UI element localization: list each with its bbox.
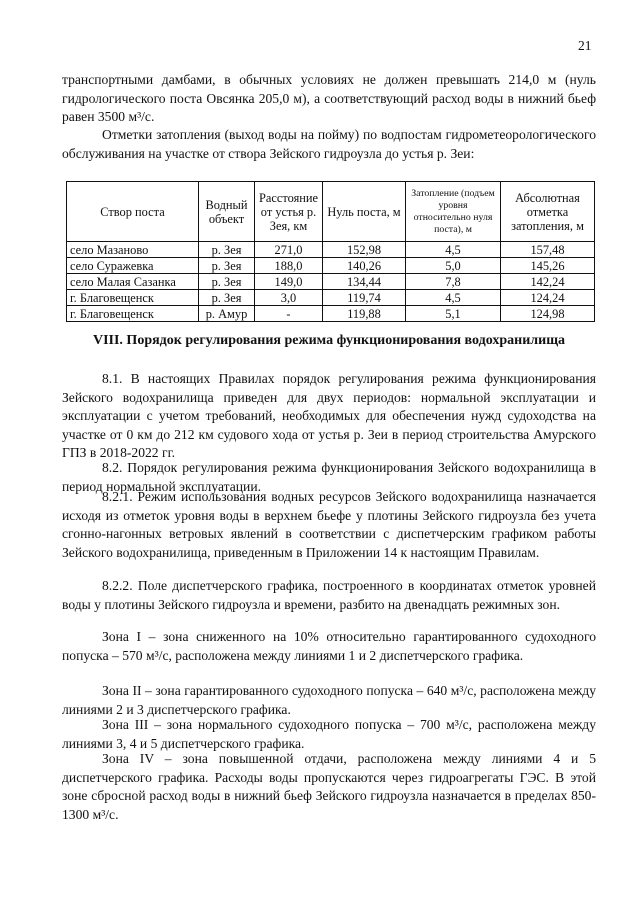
absolute-mark-cell: 145,26 — [501, 258, 595, 274]
paragraph-zone-4: Зона IV – зона повышенной отдачи, расположена между линиями 4 и 5 диспетчерского графика. Расходы воды пропускаются через гидроагрегаты ГЭС. В этой зоне сбросной расход воды в нижний бьеф Зейского гидроузла назначается в пределах 850-1300 м³/с. — [62, 751, 596, 822]
intro-paragraph-2: Отметки затопления (выход воды на пойму) по водпостам гидрометеорологического обслуживания на участке от створа Зейского гидроузла до устья р. Зеи: — [62, 127, 596, 161]
absolute-mark-cell: 124,24 — [501, 290, 595, 306]
header-gauge-site: Створ поста — [67, 182, 199, 242]
gauge-zero-cell: 134,44 — [323, 274, 406, 290]
paragraph-zone-2: Зона II – зона гарантированного судоходного попуска – 640 м³/с, расположена между линиями 2 и 3 диспетчерского графика. — [62, 683, 596, 717]
flood-levels-table — [66, 181, 595, 322]
table-row — [67, 242, 595, 258]
distance-cell: 3,0 — [255, 290, 323, 306]
gauge-zero-cell: 119,74 — [323, 290, 406, 306]
table-row — [67, 258, 595, 274]
gauge-site-cell: село Малая Сазанка — [67, 274, 199, 290]
gauge-zero-cell: 119,88 — [323, 306, 406, 322]
water-body-cell: р. Зея — [199, 258, 255, 274]
gauge-site-cell: г. Благовещенск — [67, 306, 199, 322]
header-absolute-mark: Абсолютная отметка затопления, м — [501, 182, 595, 242]
flood-rise-cell: 5,1 — [406, 306, 501, 322]
flood-rise-cell: 4,5 — [406, 242, 501, 258]
water-body-cell: р. Амур — [199, 306, 255, 322]
water-body-cell: р. Зея — [199, 274, 255, 290]
water-body-cell: р. Зея — [199, 290, 255, 306]
distance-cell: - — [255, 306, 323, 322]
section-heading: VIII. Порядок регулирования режима функционирования водохранилища — [92, 333, 566, 348]
absolute-mark-cell: 157,48 — [501, 242, 595, 258]
table-row — [67, 274, 595, 290]
flood-rise-cell: 7,8 — [406, 274, 501, 290]
distance-cell: 271,0 — [255, 242, 323, 258]
intro-paragraph-1: транспортными дамбами, в обычных условиях не должен превышать 214,0 м (нуль гидрологического поста Овсянка 205,0 м), а соответствующий расход воды в нижний бьеф равен 3500 м³/с. — [62, 72, 596, 125]
paragraph-8-2: 8.2. Порядок регулирования режима функционирования Зейского водохранилища в период нормальной эксплуатации. — [62, 460, 596, 494]
paragraph-zone-1: Зона I – зона сниженного на 10% относительно гарантированного судоходного попуска – 570 м³/с, расположена между линиями 1 и 2 диспетчерского графика. — [62, 629, 596, 663]
absolute-mark-cell: 142,24 — [501, 274, 595, 290]
gauge-site-cell: село Суражевка — [67, 258, 199, 274]
paragraph-8-2-2: 8.2.2. Поле диспетчерского графика, построенного в координатах отметок уровней воды у плотины Зейского гидроузла и времени, разбито на двенадцать режимных зон. — [62, 578, 596, 612]
gauge-site-cell: село Мазаново — [67, 242, 199, 258]
distance-cell: 188,0 — [255, 258, 323, 274]
water-body-cell: р. Зея — [199, 242, 255, 258]
header-water-body: Водный объект — [199, 182, 255, 242]
gauge-site-cell: г. Благовещенск — [67, 290, 199, 306]
table-row — [67, 290, 595, 306]
gauge-zero-cell: 140,26 — [323, 258, 406, 274]
header-flood-rise: Затопление (подъем уровня относительно нуля поста), м — [406, 182, 501, 242]
header-distance: Расстояние от устья р. Зея, км — [255, 182, 323, 242]
absolute-mark-cell: 124,98 — [501, 306, 595, 322]
header-gauge-zero: Нуль поста, м — [323, 182, 406, 242]
paragraph-8-1: 8.1. В настоящих Правилах порядок регулирования режима функционирования Зейского водохранилища приведен для двух периодов: нормальной эксплуатации и эксплуатации с учетом требований, необходимых для обеспечения нужд судоходства на участке от 0 км до 212 км судового хода от устья р. Зеи в период строительства Амурского ГПЗ в 2018-2022 гг. — [62, 371, 596, 461]
flood-rise-cell: 5,0 — [406, 258, 501, 274]
distance-cell: 149,0 — [255, 274, 323, 290]
table-header-row — [67, 182, 595, 242]
gauge-zero-cell: 152,98 — [323, 242, 406, 258]
table-row — [67, 306, 595, 322]
paragraph-zone-3: Зона III – зона нормального судоходного попуска – 700 м³/с, расположена между линиями 3, 4 и 5 диспетчерского графика. — [62, 717, 596, 751]
paragraph-8-2-1: 8.2.1. Режим использования водных ресурсов Зейского водохранилища назначается исходя из отметок уровня воды в верхнем бьефе у плотины Зейского гидроузла без учета сгонно-нагонных ветровых явлений в соответствии с диспетчерским графиком работы Зейского водохранилища, приведенным в Приложении 14 к настоящим Правилам. — [62, 489, 596, 560]
flood-rise-cell: 4,5 — [406, 290, 501, 306]
page-number: 21 — [578, 38, 592, 53]
